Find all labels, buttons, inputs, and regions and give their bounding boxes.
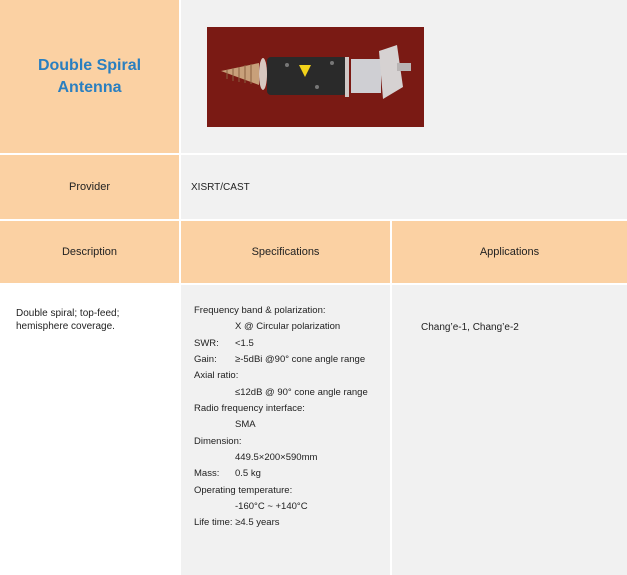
description-text [16, 307, 166, 333]
specifications-header [181, 221, 390, 283]
antenna-photo [207, 27, 424, 127]
spec-gain-label: Gain: [194, 354, 217, 365]
provider-value: XISRT/CAST [191, 181, 250, 193]
spec-rf-label: Radio frequency interface: [194, 403, 305, 414]
applications-cell [392, 285, 627, 575]
provider-label-cell [0, 155, 179, 219]
description-cell [0, 285, 179, 575]
spec-axial-value: ≤12dB @ 90° cone angle range [235, 387, 368, 398]
spec-swr-label: SWR: [194, 338, 219, 349]
spec-life-label: Life time: [194, 517, 233, 528]
spec-temp-label: Operating temperature: [194, 485, 293, 496]
spec-axial-label: Axial ratio: [194, 370, 239, 381]
spec-gain [194, 354, 366, 365]
spec-dim-value: 449.5×200×590mm [235, 452, 318, 463]
spec-freq-label: Frequency band & polarization: [194, 305, 326, 316]
title-line-1: Double Spiral [37, 56, 142, 74]
spec-life-value: ≥4.5 years [235, 517, 280, 528]
spec-mass-label: Mass: [194, 468, 220, 479]
description-header [0, 221, 179, 283]
page-title [38, 55, 141, 99]
description-line-2: hemisphere coverage. [16, 321, 115, 332]
specifications-cell [181, 285, 390, 575]
applications-text: Chang’e-1, Chang’e-2 [421, 322, 519, 333]
description-line-1: Double spiral; top-feed; [16, 308, 120, 319]
spec-gain-value: ≥-5dBi @90° cone angle range [235, 354, 366, 365]
spec-mass-value: 0.5 kg [235, 468, 261, 479]
spec-mass [194, 468, 261, 479]
spec-rf-value: SMA [235, 419, 256, 430]
spec-swr [194, 338, 254, 349]
spec-life [194, 517, 279, 528]
title-line-2: Antenna [57, 78, 122, 96]
image-cell [181, 0, 627, 153]
spec-freq-value: X @ Circular polarization [235, 321, 341, 332]
spec-temp-value: -160°C ~ +140°C [235, 501, 308, 512]
specifications-header-label: Specifications [251, 246, 320, 258]
applications-header-label: Applications [479, 246, 540, 258]
antenna-illustration [207, 27, 424, 127]
spec-dim-label: Dimension: [194, 436, 242, 447]
applications-header [392, 221, 627, 283]
title-cell [0, 0, 179, 153]
description-header-label: Description [61, 246, 118, 258]
provider-label: Provider [69, 181, 110, 193]
spec-swr-value: <1.5 [235, 338, 254, 349]
provider-value-cell [181, 155, 627, 219]
